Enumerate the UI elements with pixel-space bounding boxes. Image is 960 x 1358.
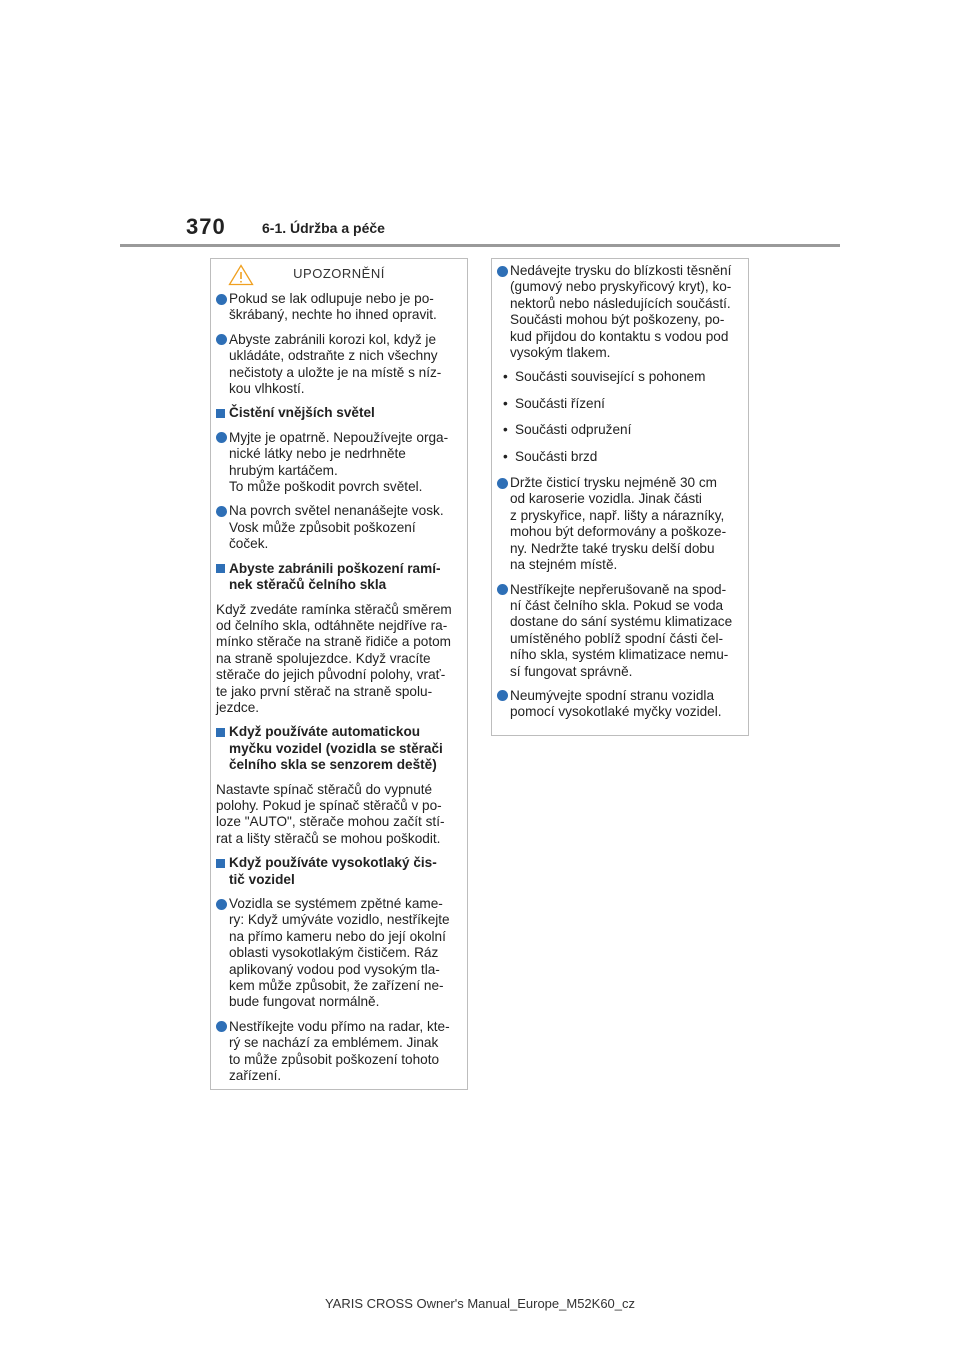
bullet-item [216, 896, 462, 1011]
section-heading [216, 561, 462, 594]
section-title: 6-1. Údržba a péče [262, 220, 385, 236]
bullet-item [497, 263, 743, 361]
bullet-text: Vozidla se systémem zpětné kame- ry: Když umýváte vozidlo, nestříkejte na přímo kameru nebo do její okolní oblasti vysokotlakým čističem. Ráz aplikovaný vodou pod vysokým tla- kem může způsobit, že zařízení ne- bude fungovat normálně. [229, 896, 450, 1010]
circle-bullet-icon [216, 294, 227, 305]
square-marker-icon [216, 728, 225, 737]
caution-title: UPOZORNĚNÍ [293, 265, 385, 281]
bullet-icon: • [503, 395, 508, 411]
bullet-item [216, 503, 462, 552]
bullet-item [216, 430, 462, 496]
bullet-item [216, 1019, 462, 1085]
circle-bullet-icon [497, 478, 508, 489]
bullet-text: Myjte je opatrně. Nepoužívejte orga- nické látky nebo je nedrhněte hrubým kartáčem. To může poškodit povrch světel. [229, 429, 449, 495]
sub-list-item [497, 422, 743, 438]
section-heading [216, 405, 462, 421]
section-heading [216, 855, 462, 888]
square-marker-icon [216, 564, 225, 573]
sub-list-text: Součásti odpružení [515, 422, 632, 438]
heading-text: Čistění vnějších světel [229, 405, 375, 421]
caution-header [216, 259, 462, 289]
circle-bullet-icon [216, 334, 227, 345]
square-marker-icon [216, 859, 225, 868]
bullet-item [216, 291, 462, 324]
sub-list-text: Součásti řízení [515, 395, 605, 411]
caution-box-left [210, 258, 468, 1090]
body-paragraph: Když zvedáte ramínka stěračů směrem od čelního skla, odtáhněte nejdříve ra- mínko stěrače na straně řidiče a potom na straně spolujezdce. Když vracíte stěrače do jejich původní polohy, vrať- te jako první stěrač na straně spolu- jezdce. [216, 601, 452, 715]
bullet-text: Držte čisticí trysku nejméně 30 cm od karoserie vozidla. Jinak části z pryskyřice, např. lišty a nárazníky, mohou být deformovány a poškoze- ny. Nedržte také trysku delší dobu na stejném místě. [510, 475, 727, 573]
sub-list-text: Součásti brzd [515, 448, 598, 464]
bullet-item [497, 582, 743, 680]
body-paragraph: Nastavte spínač stěračů do vypnuté polohy. Pokud je spínač stěračů v po- loze "AUTO", stěrače mohou začít stí- rat a lišty stěračů se mohou poškodit. [216, 781, 445, 846]
section-heading [216, 724, 462, 773]
bullet-text: Abyste zabránili korozi kol, když je ukládáte, odstraňte z nich všechny nečistoty a uložte je na místě s níz- kou vlhkostí. [229, 331, 442, 397]
page-number: 370 [186, 214, 226, 239]
bullet-icon: • [503, 422, 508, 438]
circle-bullet-icon [497, 584, 508, 595]
sub-list-item [497, 396, 743, 412]
circle-bullet-icon [216, 506, 227, 517]
page-footer: YARIS CROSS Owner's Manual_Europe_M52K60_cz [324, 1296, 636, 1311]
circle-bullet-icon [216, 432, 227, 443]
sub-list-item [497, 449, 743, 465]
square-marker-icon [216, 409, 225, 418]
header-rule [120, 244, 840, 247]
sub-list-item [497, 369, 743, 385]
bullet-text: Nestříkejte vodu přímo na radar, kte- rý se nachází za emblémem. Jinak to může způsobit poškození tohoto zařízení. [229, 1018, 450, 1084]
caution-box-right [491, 258, 749, 736]
page-header [0, 0, 960, 250]
warning-triangle-icon [228, 264, 254, 286]
bullet-text: Nestříkejte nepřerušovaně na spod- ní část čelního skla. Pokud se voda dostane do sání systému klimatizace umístěného poblíž spodní části čel- ního skla, systém klimatizace nemu- sí fungovat správně. [510, 581, 733, 679]
bullet-text: Nedávejte trysku do blízkosti těsnění (gumový nebo pryskyřicový kryt), ko- nektorů nebo následujících součástí. Součásti mohou být poškozeny, po- kud přijdou do kontaktu s vodou pod vysokým tlakem. [510, 263, 732, 361]
bullet-text: Na povrch světel nenanášejte vosk. Vosk může způsobit poškození čoček. [229, 503, 444, 552]
left-column-content [216, 291, 462, 1084]
bullet-text: Pokud se lak odlupuje nebo je po- škrábaný, nechte ho ihned opravit. [229, 291, 437, 323]
circle-bullet-icon [497, 690, 508, 701]
circle-bullet-icon [497, 266, 508, 277]
right-column-content [497, 259, 743, 721]
bullet-icon: • [503, 448, 508, 464]
circle-bullet-icon [216, 1021, 227, 1032]
circle-bullet-icon [216, 899, 227, 910]
heading-text: Když používáte vysokotlaký čis- tič vozidel [229, 855, 437, 887]
bullet-item [216, 332, 462, 398]
sub-list-text: Součásti související s pohonem [515, 369, 706, 385]
heading-text: Abyste zabránili poškození ramí- nek stěračů čelního skla [229, 560, 441, 593]
bullet-item [497, 475, 743, 573]
heading-text: Když používáte automatickou myčku vozidel (vozidla se stěrači čelního skla se senzorem deště) [229, 724, 443, 773]
bullet-text: Neumývejte spodní stranu vozidla pomocí vysokotlaké myčky vozidel. [510, 687, 722, 720]
bullet-item [497, 688, 743, 721]
bullet-icon: • [503, 369, 508, 385]
